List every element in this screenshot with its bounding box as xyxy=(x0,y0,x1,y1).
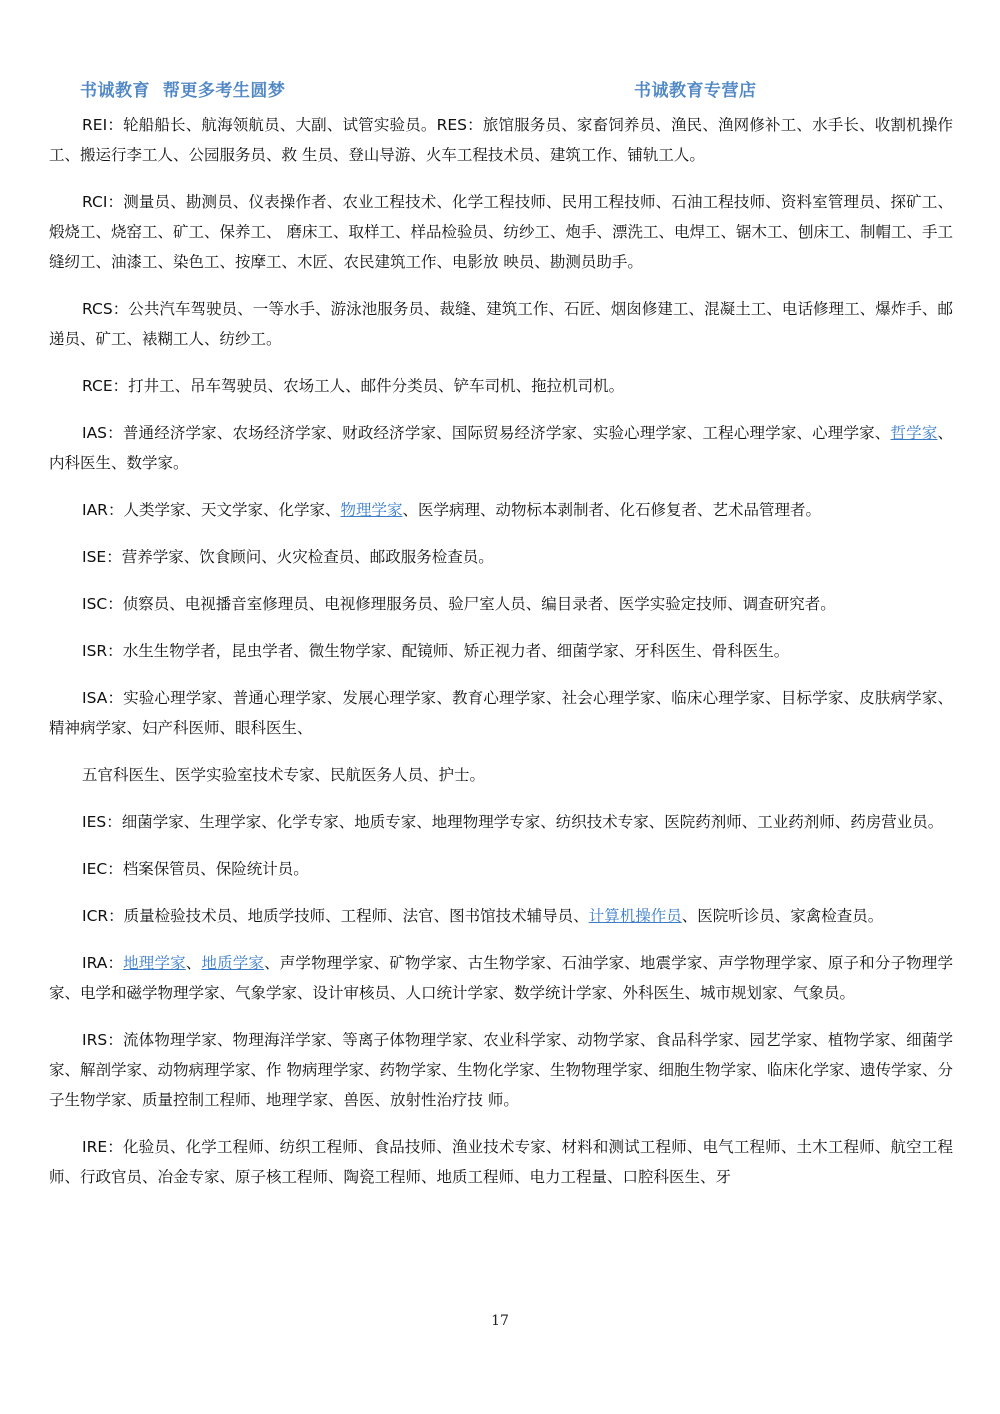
occupation-link[interactable]: 地质学家 xyxy=(201,954,265,972)
holland-code-label: IEC： xyxy=(82,860,123,878)
page-number: 17 xyxy=(491,1313,509,1329)
holland-code-label: ICR： xyxy=(82,907,124,925)
occupation-paragraph xyxy=(49,495,953,525)
occupation-link[interactable]: 哲学家 xyxy=(890,424,938,442)
occupation-paragraph xyxy=(49,636,953,666)
occupation-text: 五官科医生、医学实验室技术专家、民航医务人员、护士。 xyxy=(82,766,486,784)
occupation-text: 营养学家、饮食顾问、火灾检查员、邮政服务检查员。 xyxy=(121,548,494,566)
holland-code-label: ISE： xyxy=(82,548,122,566)
occupation-text: 档案保管员、保险统计员。 xyxy=(122,860,309,878)
occupation-paragraph xyxy=(49,1025,953,1115)
occupation-text: 、声学物理学家、矿物学家、古生物学家、石油学家、地震学家、声学物理学家、原子和分子物理学家、电学和磁学物理学家、气象学家、设计审核员、人口统计学家、数学统计学家、外科医生、城市规划家、气象员。 xyxy=(49,954,953,1002)
occupation-link[interactable]: 地理学家 xyxy=(123,954,186,972)
header-brand-slogan: 书诚教育 帮更多考生圆梦 xyxy=(80,81,286,101)
occupation-paragraph xyxy=(49,760,953,790)
occupation-paragraph xyxy=(49,294,953,354)
occupation-text: 普通经济学家、农场经济学家、财政经济学家、国际贸易经济学家、实验心理学家、工程心理学家、心理学家、 xyxy=(122,424,891,442)
occupation-paragraph xyxy=(49,418,953,478)
holland-code-label: RCI： xyxy=(82,193,124,211)
holland-code-label: ISC： xyxy=(82,595,123,613)
occupation-text: 公共汽车驾驶员、一等水手、游泳池服务员、裁缝、建筑工作、石匠、烟囱修建工、混凝土工、电话修理工、爆炸手、邮递员、矿工、裱糊工人、纺纱工。 xyxy=(49,300,953,348)
holland-code-label: RCS： xyxy=(82,300,129,318)
holland-code-label: IRE： xyxy=(82,1138,123,1156)
occupation-text: 、医院听诊员、家禽检查员。 xyxy=(681,907,884,925)
occupation-text: 侦察员、电视播音室修理员、电视修理服务员、验尸室人员、编目录者、医学实验定技师、调查研究者。 xyxy=(122,595,836,613)
occupation-text: 打井工、吊车驾驶员、农场工人、邮件分类员、铲车司机、拖拉机司机。 xyxy=(128,377,625,395)
occupation-text: 测量员、勘测员、仪表操作者、农业工程技术、化学工程技师、民用工程技师、石油工程技师、资料室管理员、探矿工、煅烧工、烧窑工、矿工、保养工、 磨床工、取样工、样品检验员、纺纱工、炮手、漂洗工、电焊工、锯木工、刨床工、制帽工、手工缝纫工、油漆工、染色工、按摩工、木匠、农民建筑工作、电影放 映员、勘测员助手。 xyxy=(49,193,953,271)
occupation-text: 实验心理学家、普通心理学家、发展心理学家、教育心理学家、社会心理学家、临床心理学家、目标学家、皮肤病学家、精神病学家、妇产科医师、眼科医生、 xyxy=(49,689,953,737)
occupation-paragraph xyxy=(49,948,953,1008)
holland-code-label: ISR： xyxy=(82,642,123,660)
holland-code-label: REI： xyxy=(82,116,123,134)
occupation-paragraph xyxy=(49,901,953,931)
occupation-text: 、医学病理、动物标本剥制者、化石修复者、艺术品管理者。 xyxy=(402,501,821,519)
occupation-paragraph xyxy=(49,1132,953,1192)
holland-code-label: IRA： xyxy=(82,954,124,972)
occupation-link[interactable]: 计算机操作员 xyxy=(588,907,682,925)
header-store-name: 书诚教育专营店 xyxy=(634,81,757,101)
holland-code-label: IAS： xyxy=(82,424,123,442)
occupation-paragraph xyxy=(49,187,953,277)
holland-code-label: IAR： xyxy=(82,501,124,519)
occupation-paragraph xyxy=(49,683,953,743)
occupation-paragraph xyxy=(49,807,953,837)
occupation-text: 人类学家、天文学家、化学家、 xyxy=(123,501,341,519)
occupation-text: 水生生物学者，昆虫学者、微生物学家、配镜师、矫正视力者、细菌学家、牙科医生、骨科医生。 xyxy=(122,642,790,660)
occupation-text: 质量检验技术员、地质学技师、工程师、法官、图书馆技术辅导员、 xyxy=(123,907,589,925)
occupation-text: 化验员、化学工程师、纺织工程师、食品技师、渔业技术专家、材料和测试工程师、电气工程师、土木工程师、航空工程师、行政官员、冶金专家、原子核工程师、陶瓷工程师、地质工程师、电力工程量、口腔科医生、牙 xyxy=(49,1138,953,1186)
holland-code-label: IRS： xyxy=(82,1031,124,1049)
document-body xyxy=(49,110,953,1209)
occupation-link[interactable]: 物理学家 xyxy=(340,501,403,519)
occupation-text: 、 xyxy=(185,954,202,972)
occupation-paragraph xyxy=(49,371,953,401)
occupation-text: 细菌学家、生理学家、化学专家、地质专家、地理物理学专家、纺织技术专家、医院药剂师、工业药剂师、药房营业员。 xyxy=(121,813,944,831)
holland-code-label: RCE： xyxy=(82,377,129,395)
holland-code-label: IES： xyxy=(82,813,122,831)
holland-code-label: ISA： xyxy=(82,689,124,707)
occupation-paragraph xyxy=(49,110,953,170)
occupation-paragraph xyxy=(49,589,953,619)
occupation-paragraph xyxy=(49,854,953,884)
occupation-text: 轮船船长、航海领航员、大副、试管实验员。RES：旅馆服务员、家畜饲养员、渔民、渔网修补工、水手长、收割机操作工、搬运行李工人、公园服务员、救 生员、登山导游、火车工程技术员、建筑工作、铺轨工人。 xyxy=(49,116,954,164)
occupation-paragraph xyxy=(49,542,953,572)
occupation-text: 、内科医生、数学家。 xyxy=(49,424,953,472)
occupation-text: 流体物理学家、物理海洋学家、等离子体物理学家、农业科学家、动物学家、食品科学家、园艺学家、植物学家、细菌学家、解剖学家、动物病理学家、作 物病理学家、药物学家、生物化学家、生物物理学家、细胞生物学家、临床化学家、遗传学家、分子生物学家、质量控制工程师、地理学家、兽医、放射性治疗技 师。 xyxy=(49,1031,953,1109)
